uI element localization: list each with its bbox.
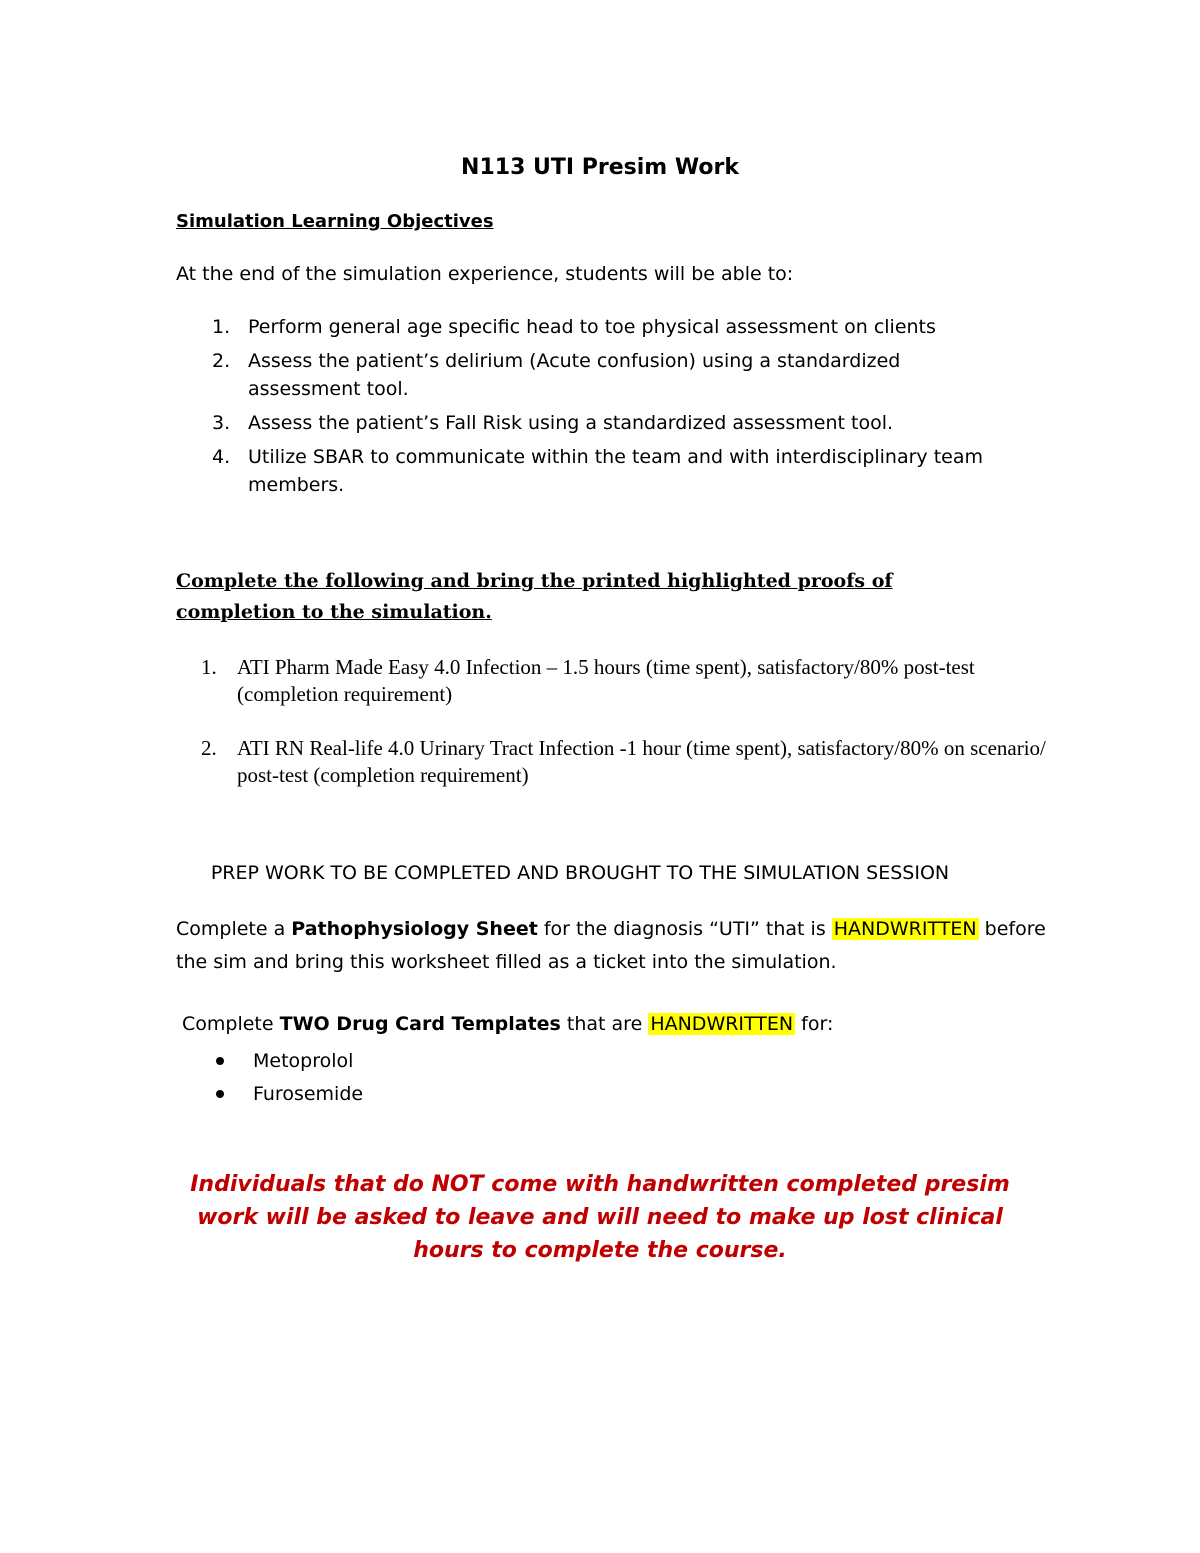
handwritten-highlight: HANDWRITTEN [833,918,977,940]
list-number: 1. [212,316,231,338]
list-item-text: ATI RN Real-life 4.0 Urinary Tract Infection -1 hour (time spent), satisfactory/80% on scenario/ post-test (completion requirement) [237,736,1046,787]
patho-prefix: Complete a [176,918,292,940]
list-item [176,313,1016,341]
list-item [176,1078,363,1111]
patho-middle: for the diagnosis “UTI” that is [537,918,832,940]
list-number: 2. [201,736,217,760]
drug-card-label: TWO Drug Card Templates [279,1013,561,1035]
list-item-text: Utilize SBAR to communicate within the team and with interdisciplinary team members. [248,446,984,496]
list-item-text: Assess the patient’s delirium (Acute confusion) using a standardized assessment tool. [248,350,901,400]
handwritten-highlight: HANDWRITTEN [650,1013,794,1035]
list-item [176,409,1016,437]
drug-instruction [182,1013,833,1035]
patho-instruction [176,913,1056,979]
drug-name: Metoprolol [253,1050,354,1072]
list-number: 3. [212,412,231,434]
list-number: 1. [201,655,217,679]
intro-text: At the end of the simulation experience, students will be able to: [176,263,794,285]
prep-heading: PREP WORK TO BE COMPLETED AND BROUGHT TO THE SIMULATION SESSION [210,862,950,884]
list-number: 2. [212,350,231,372]
page-title: N113 UTI Presim Work [461,155,739,180]
patho-suffix: before the sim and bring this worksheet filled as a ticket into the simulation. [176,918,1046,973]
complete-heading-text: Complete the following and bring the printed highlighted proofs of completion to the simulation. [176,570,893,623]
list-item [176,1045,363,1078]
warning-text: Individuals that do NOT come with handwritten completed presim work will be asked to leave and will need to make up lost clinical hours to complete the course. [190,1172,1010,1263]
ati-list [176,654,1056,816]
drug-list [176,1045,363,1111]
bullet-icon [216,1057,224,1065]
list-number: 4. [212,446,231,468]
list-item [176,443,1016,499]
objectives-heading: Simulation Learning Objectives [176,211,494,232]
drug-name: Furosemide [253,1083,364,1105]
objectives-list [176,313,1016,505]
list-item [176,654,1056,708]
list-item [176,735,1056,789]
list-item-text: Perform general age specific head to toe physical assessment on clients [248,316,936,338]
list-item-text: Assess the patient’s Fall Risk using a standardized assessment tool. [248,412,894,434]
list-item [176,347,1016,403]
patho-sheet-label: Pathophysiology Sheet [291,918,538,940]
list-item-text: ATI Pharm Made Easy 4.0 Infection – 1.5 hours (time spent), satisfactory/80% post-test (completion requirement) [237,655,975,706]
bullet-icon [216,1090,224,1098]
drug-middle: that are [560,1013,649,1035]
drug-prefix: Complete [182,1013,280,1035]
complete-heading [176,566,1016,628]
drug-suffix: for: [795,1013,834,1035]
